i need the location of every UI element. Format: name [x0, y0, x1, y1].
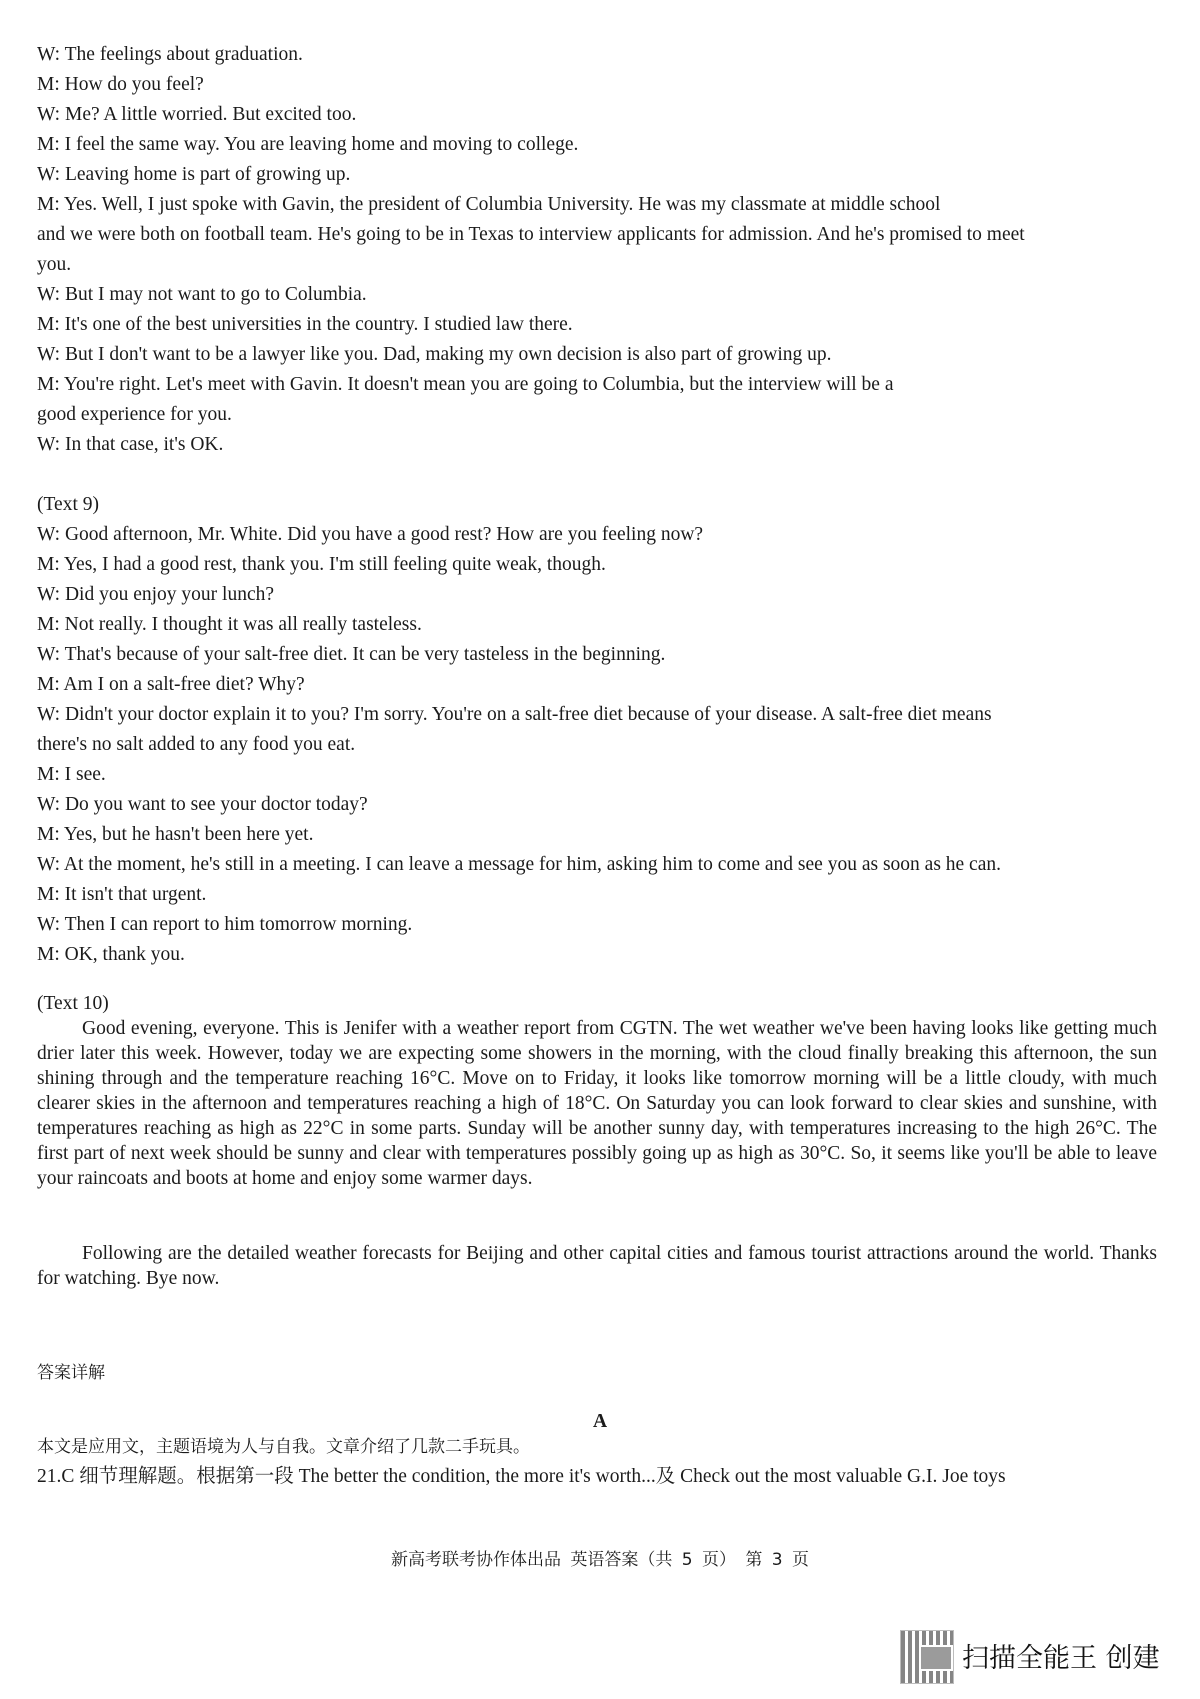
dialog-line: W: Didn't your doctor explain it to you? I'm sorry. You're on a salt-free diet because of your disease. A salt-free diet means	[37, 704, 992, 725]
dialog-line: you.	[37, 254, 72, 275]
answer-explanation: 21.C 细节理解题。根据第一段 The better the condition, the more it's worth...及 Check out the most valuable G.I. Joe toys	[37, 1466, 1006, 1487]
dialog-line: M: It's one of the best universities in the country. I studied law there.	[37, 314, 573, 335]
dialog-line: M: Yes, but he hasn't been here yet.	[37, 824, 314, 845]
dialog-line: W: That's because of your salt-free diet. It can be very tasteless in the beginning.	[37, 644, 666, 665]
dialog-line: W: Leaving home is part of growing up.	[37, 164, 351, 185]
dialog-line: M: Yes, I had a good rest, thank you. I'm still feeling quite weak, though.	[37, 554, 606, 575]
closing-paragraph: Following are the detailed weather forecasts for Beijing and other capital cities and famous tourist attractions around the world. Thanks for watching. Bye now.	[37, 1243, 1157, 1289]
dialog-line: M: You're right. Let's meet with Gavin. It doesn't mean you are going to Columbia, but the interview will be a	[37, 374, 894, 395]
section-heading: (Text 10)	[37, 993, 109, 1014]
passage-summary: 本文是应用文，主题语境为人与自我。文章介绍了几款二手玩具。	[37, 1437, 530, 1457]
dialog-line: M: How do you feel?	[37, 74, 204, 95]
dialog-line: M: It isn't that urgent.	[37, 884, 207, 905]
page-footer: 新高考联考协作体出品 英语答案（共 5 页） 第 3 页	[390, 1550, 810, 1570]
dialog-line: M: I feel the same way. You are leaving home and moving to college.	[37, 134, 579, 155]
dialog-line: M: Not really. I thought it was all really tasteless.	[37, 614, 422, 635]
dialog-line: there's no salt added to any food you eat.	[37, 734, 356, 755]
qr-code-icon	[900, 1630, 954, 1684]
dialog-line: and we were both on football team. He's going to be in Texas to interview applicants for admission. And he's promised to meet	[37, 224, 1025, 245]
dialog-line: W: Good afternoon, Mr. White. Did you have a good rest? How are you feeling now?	[37, 524, 704, 545]
answers-heading: 答案详解	[37, 1363, 105, 1383]
weather-report-paragraph: Good evening, everyone. This is Jenifer with a weather report from CGTN. The wet weather we've been having looks like getting much drier later this week. However, today we are expecting some showers in the morning, with the cloud finally breaking this afternoon, the sun shining through and the temperature reaching 16°C. Move on to Friday, it looks like tomorrow morning will be a little cloudy, with much clearer skies in the afternoon and temperatures reaching a high of 18°C. On Saturday you can look forward to clear skies and sunshine, with temperatures reaching as high as 22°C in some parts. Sunday will be another sunny day, with temperatures increasing to the high 26°C. The first part of next week should be sunny and clear with temperatures possibly going up as high as 30°C. So, it seems like you'll be able to leave your raincoats and boots at home and enjoy some warmer days.	[37, 1018, 1157, 1189]
section-heading: (Text 9)	[37, 494, 99, 515]
dialog-line: W: In that case, it's OK.	[37, 434, 224, 455]
scanner-watermark	[900, 1628, 1190, 1684]
dialog-line: W: Me? A little worried. But excited too.	[37, 104, 357, 125]
dialog-line: W: Do you want to see your doctor today?	[37, 794, 368, 815]
dialog-line: M: Am I on a salt-free diet? Why?	[37, 674, 305, 695]
dialog-line: M: I see.	[37, 764, 106, 785]
watermark-text: 扫描全能王 创建	[962, 1643, 1160, 1674]
dialog-line: W: The feelings about graduation.	[37, 44, 303, 65]
dialog-line: W: But I don't want to be a lawyer like you. Dad, making my own decision is also part of growing up.	[37, 344, 832, 365]
section-label: A	[592, 1411, 608, 1432]
dialog-line: W: At the moment, he's still in a meeting. I can leave a message for him, asking him to come and see you as soon as he can.	[37, 854, 1001, 875]
dialog-line: M: OK, thank you.	[37, 944, 185, 965]
dialog-line: W: But I may not want to go to Columbia.	[37, 284, 367, 305]
dialog-line: W: Did you enjoy your lunch?	[37, 584, 275, 605]
dialog-line: W: Then I can report to him tomorrow morning.	[37, 914, 413, 935]
dialog-line: M: Yes. Well, I just spoke with Gavin, the president of Columbia University. He was my classmate at middle school	[37, 194, 941, 215]
dialog-line: good experience for you.	[37, 404, 232, 425]
